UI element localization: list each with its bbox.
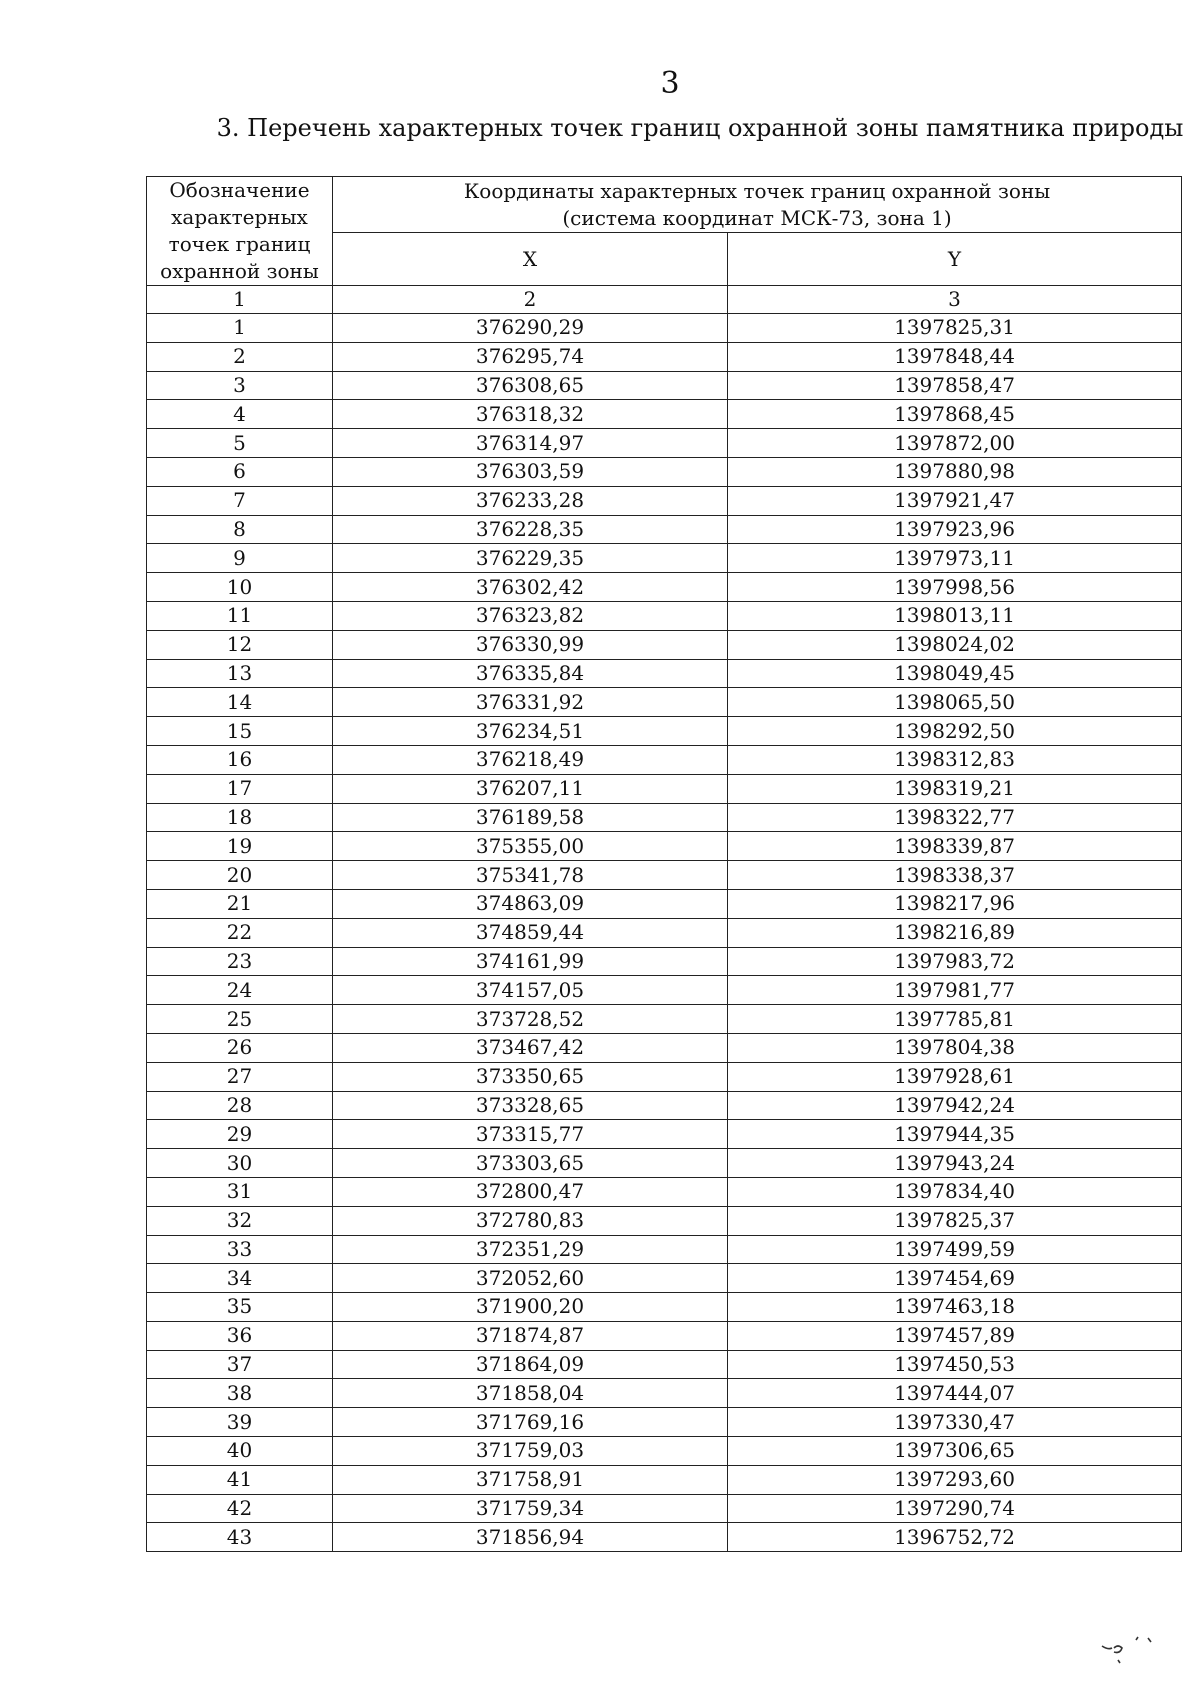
table-row: [147, 1408, 1182, 1437]
table-row: [147, 861, 1182, 890]
table-row: [147, 601, 1182, 630]
table-row: [147, 1005, 1182, 1034]
point-number-cell: 37: [147, 1350, 333, 1379]
y-coordinate-cell: 1396752,72: [728, 1523, 1182, 1552]
table-row: [147, 1120, 1182, 1149]
point-number-cell: 26: [147, 1033, 333, 1062]
coordinates-table: [146, 176, 1182, 1552]
header-coordinates: [333, 177, 1182, 233]
table-row: [147, 717, 1182, 746]
point-number-cell: 4: [147, 400, 333, 429]
point-number-cell: 1: [147, 314, 333, 343]
table-row: [147, 371, 1182, 400]
y-coordinate-cell: 1398024,02: [728, 630, 1182, 659]
point-number-cell: 41: [147, 1465, 333, 1494]
point-number-cell: 33: [147, 1235, 333, 1264]
point-number-cell: 43: [147, 1523, 333, 1552]
y-coordinate-cell: 1397923,96: [728, 515, 1182, 544]
table-row: [147, 1091, 1182, 1120]
x-coordinate-cell: 376330,99: [333, 630, 728, 659]
table-row: [147, 947, 1182, 976]
x-coordinate-cell: 376303,59: [333, 457, 728, 486]
x-coordinate-cell: 376308,65: [333, 371, 728, 400]
table-header-row: [147, 177, 1182, 233]
table-row: [147, 1494, 1182, 1523]
point-number-cell: 6: [147, 457, 333, 486]
y-coordinate-cell: 1397825,31: [728, 314, 1182, 343]
x-coordinate-cell: 374859,44: [333, 918, 728, 947]
header-y: Y: [728, 233, 1182, 286]
table-row: [147, 1033, 1182, 1062]
y-coordinate-cell: 1397998,56: [728, 573, 1182, 602]
page-number: 3: [660, 66, 680, 101]
table-row: [147, 1293, 1182, 1322]
table-row: [147, 659, 1182, 688]
table-row: [147, 774, 1182, 803]
point-number-cell: 8: [147, 515, 333, 544]
x-coordinate-cell: 376335,84: [333, 659, 728, 688]
table-row: [147, 1350, 1182, 1379]
table-row: [147, 630, 1182, 659]
point-number-cell: 28: [147, 1091, 333, 1120]
x-coordinate-cell: 371858,04: [333, 1379, 728, 1408]
point-number-cell: 9: [147, 544, 333, 573]
point-number-cell: 10: [147, 573, 333, 602]
table-row: [147, 1264, 1182, 1293]
x-coordinate-cell: 376218,49: [333, 745, 728, 774]
handwritten-mark: [1096, 1632, 1166, 1672]
point-number-cell: 17: [147, 774, 333, 803]
x-coordinate-cell: 375355,00: [333, 832, 728, 861]
x-coordinate-cell: 371759,34: [333, 1494, 728, 1523]
table-row: [147, 1437, 1182, 1466]
x-coordinate-cell: 376189,58: [333, 803, 728, 832]
y-coordinate-cell: 1398292,50: [728, 717, 1182, 746]
y-coordinate-cell: 1397983,72: [728, 947, 1182, 976]
y-coordinate-cell: 1397868,45: [728, 400, 1182, 429]
point-number-cell: 5: [147, 429, 333, 458]
point-number-cell: 21: [147, 889, 333, 918]
table-row: [147, 1177, 1182, 1206]
point-number-cell: 20: [147, 861, 333, 890]
y-coordinate-cell: 1397804,38: [728, 1033, 1182, 1062]
x-coordinate-cell: 376302,42: [333, 573, 728, 602]
point-number-cell: 36: [147, 1321, 333, 1350]
point-number-cell: 27: [147, 1062, 333, 1091]
y-coordinate-cell: 1397872,00: [728, 429, 1182, 458]
header-coordinates-line2: (система координат МСК-73, зона 1): [562, 205, 952, 230]
point-number-cell: 7: [147, 486, 333, 515]
x-coordinate-cell: 371900,20: [333, 1293, 728, 1322]
x-coordinate-cell: 376331,92: [333, 688, 728, 717]
table-row: [147, 400, 1182, 429]
point-number-cell: 25: [147, 1005, 333, 1034]
x-coordinate-cell: 371758,91: [333, 1465, 728, 1494]
x-coordinate-cell: 373350,65: [333, 1062, 728, 1091]
point-number-cell: 34: [147, 1264, 333, 1293]
column-number: 2: [333, 286, 728, 314]
x-coordinate-cell: 372052,60: [333, 1264, 728, 1293]
y-coordinate-cell: 1397848,44: [728, 342, 1182, 371]
point-number-cell: 3: [147, 371, 333, 400]
y-coordinate-cell: 1397981,77: [728, 976, 1182, 1005]
x-coordinate-cell: 376228,35: [333, 515, 728, 544]
table-row: [147, 1206, 1182, 1235]
y-coordinate-cell: 1398338,37: [728, 861, 1182, 890]
point-number-cell: 19: [147, 832, 333, 861]
x-coordinate-cell: 376295,74: [333, 342, 728, 371]
y-coordinate-cell: 1398339,87: [728, 832, 1182, 861]
x-coordinate-cell: 376323,82: [333, 601, 728, 630]
point-number-cell: 39: [147, 1408, 333, 1437]
x-coordinate-cell: 376314,97: [333, 429, 728, 458]
y-coordinate-cell: 1397942,24: [728, 1091, 1182, 1120]
point-number-cell: 40: [147, 1437, 333, 1466]
y-coordinate-cell: 1397858,47: [728, 371, 1182, 400]
header-x: X: [333, 233, 728, 286]
table-row: [147, 1523, 1182, 1552]
point-number-cell: 14: [147, 688, 333, 717]
x-coordinate-cell: 376290,29: [333, 314, 728, 343]
point-number-cell: 42: [147, 1494, 333, 1523]
point-number-cell: 11: [147, 601, 333, 630]
table-row: [147, 1149, 1182, 1178]
point-number-cell: 18: [147, 803, 333, 832]
point-number-cell: 30: [147, 1149, 333, 1178]
point-number-cell: 16: [147, 745, 333, 774]
x-coordinate-cell: 373728,52: [333, 1005, 728, 1034]
y-coordinate-cell: 1398312,83: [728, 745, 1182, 774]
point-number-cell: 32: [147, 1206, 333, 1235]
y-coordinate-cell: 1397499,59: [728, 1235, 1182, 1264]
table-row: [147, 1321, 1182, 1350]
table-row: [147, 1465, 1182, 1494]
x-coordinate-cell: 371874,87: [333, 1321, 728, 1350]
column-number: 3: [728, 286, 1182, 314]
x-coordinate-cell: 372780,83: [333, 1206, 728, 1235]
x-coordinate-cell: 374161,99: [333, 947, 728, 976]
x-coordinate-cell: 371759,03: [333, 1437, 728, 1466]
point-number-cell: 38: [147, 1379, 333, 1408]
table-row: [147, 889, 1182, 918]
y-coordinate-cell: 1397290,74: [728, 1494, 1182, 1523]
y-coordinate-cell: 1397834,40: [728, 1177, 1182, 1206]
x-coordinate-cell: 376233,28: [333, 486, 728, 515]
y-coordinate-cell: 1397293,60: [728, 1465, 1182, 1494]
y-coordinate-cell: 1397330,47: [728, 1408, 1182, 1437]
point-number-cell: 29: [147, 1120, 333, 1149]
point-number-cell: 13: [147, 659, 333, 688]
x-coordinate-cell: 373315,77: [333, 1120, 728, 1149]
x-coordinate-cell: 373467,42: [333, 1033, 728, 1062]
x-coordinate-cell: 375341,78: [333, 861, 728, 890]
table-row: [147, 832, 1182, 861]
table-row: [147, 688, 1182, 717]
table-row: [147, 342, 1182, 371]
table-row: [147, 745, 1182, 774]
header-coordinates-line1: Координаты характерных точек границ охранной зоны: [463, 178, 1051, 203]
x-coordinate-cell: 371856,94: [333, 1523, 728, 1552]
y-coordinate-cell: 1397973,11: [728, 544, 1182, 573]
table-row: [147, 976, 1182, 1005]
y-coordinate-cell: 1397454,69: [728, 1264, 1182, 1293]
y-coordinate-cell: 1398217,96: [728, 889, 1182, 918]
x-coordinate-cell: 376207,11: [333, 774, 728, 803]
table-row: [147, 457, 1182, 486]
y-coordinate-cell: 1397921,47: [728, 486, 1182, 515]
point-number-cell: 22: [147, 918, 333, 947]
point-number-cell: 24: [147, 976, 333, 1005]
y-coordinate-cell: 1398319,21: [728, 774, 1182, 803]
table-row: [147, 1235, 1182, 1264]
x-coordinate-cell: 376318,32: [333, 400, 728, 429]
y-coordinate-cell: 1397943,24: [728, 1149, 1182, 1178]
table-row: [147, 486, 1182, 515]
y-coordinate-cell: 1397306,65: [728, 1437, 1182, 1466]
table-row: [147, 803, 1182, 832]
column-numbers-row: [147, 286, 1182, 314]
y-coordinate-cell: 1398013,11: [728, 601, 1182, 630]
x-coordinate-cell: 373328,65: [333, 1091, 728, 1120]
y-coordinate-cell: 1398216,89: [728, 918, 1182, 947]
x-coordinate-cell: 371864,09: [333, 1350, 728, 1379]
table-row: [147, 544, 1182, 573]
table-row: [147, 573, 1182, 602]
y-coordinate-cell: 1397457,89: [728, 1321, 1182, 1350]
table-row: [147, 1062, 1182, 1091]
y-coordinate-cell: 1397785,81: [728, 1005, 1182, 1034]
table-row: [147, 515, 1182, 544]
y-coordinate-cell: 1398049,45: [728, 659, 1182, 688]
x-coordinate-cell: 372351,29: [333, 1235, 728, 1264]
y-coordinate-cell: 1397825,37: [728, 1206, 1182, 1235]
y-coordinate-cell: 1398065,50: [728, 688, 1182, 717]
x-coordinate-cell: 374863,09: [333, 889, 728, 918]
x-coordinate-cell: 372800,47: [333, 1177, 728, 1206]
table-row: [147, 918, 1182, 947]
table-row: [147, 1379, 1182, 1408]
point-number-cell: 15: [147, 717, 333, 746]
x-coordinate-cell: 376234,51: [333, 717, 728, 746]
table-row: [147, 429, 1182, 458]
table-row: [147, 314, 1182, 343]
x-coordinate-cell: 371769,16: [333, 1408, 728, 1437]
x-coordinate-cell: 373303,65: [333, 1149, 728, 1178]
y-coordinate-cell: 1397450,53: [728, 1350, 1182, 1379]
point-number-cell: 12: [147, 630, 333, 659]
y-coordinate-cell: 1398322,77: [728, 803, 1182, 832]
y-coordinate-cell: 1397444,07: [728, 1379, 1182, 1408]
y-coordinate-cell: 1397463,18: [728, 1293, 1182, 1322]
x-coordinate-cell: 376229,35: [333, 544, 728, 573]
point-number-cell: 2: [147, 342, 333, 371]
header-point-designation: Обозначение характерных точек границ охранной зоны: [147, 177, 333, 286]
y-coordinate-cell: 1397928,61: [728, 1062, 1182, 1091]
y-coordinate-cell: 1397944,35: [728, 1120, 1182, 1149]
y-coordinate-cell: 1397880,98: [728, 457, 1182, 486]
point-number-cell: 31: [147, 1177, 333, 1206]
page-title: 3. Перечень характерных точек границ охранной зоны памятника природы: [216, 114, 1184, 142]
x-coordinate-cell: 374157,05: [333, 976, 728, 1005]
column-number: 1: [147, 286, 333, 314]
point-number-cell: 35: [147, 1293, 333, 1322]
point-number-cell: 23: [147, 947, 333, 976]
